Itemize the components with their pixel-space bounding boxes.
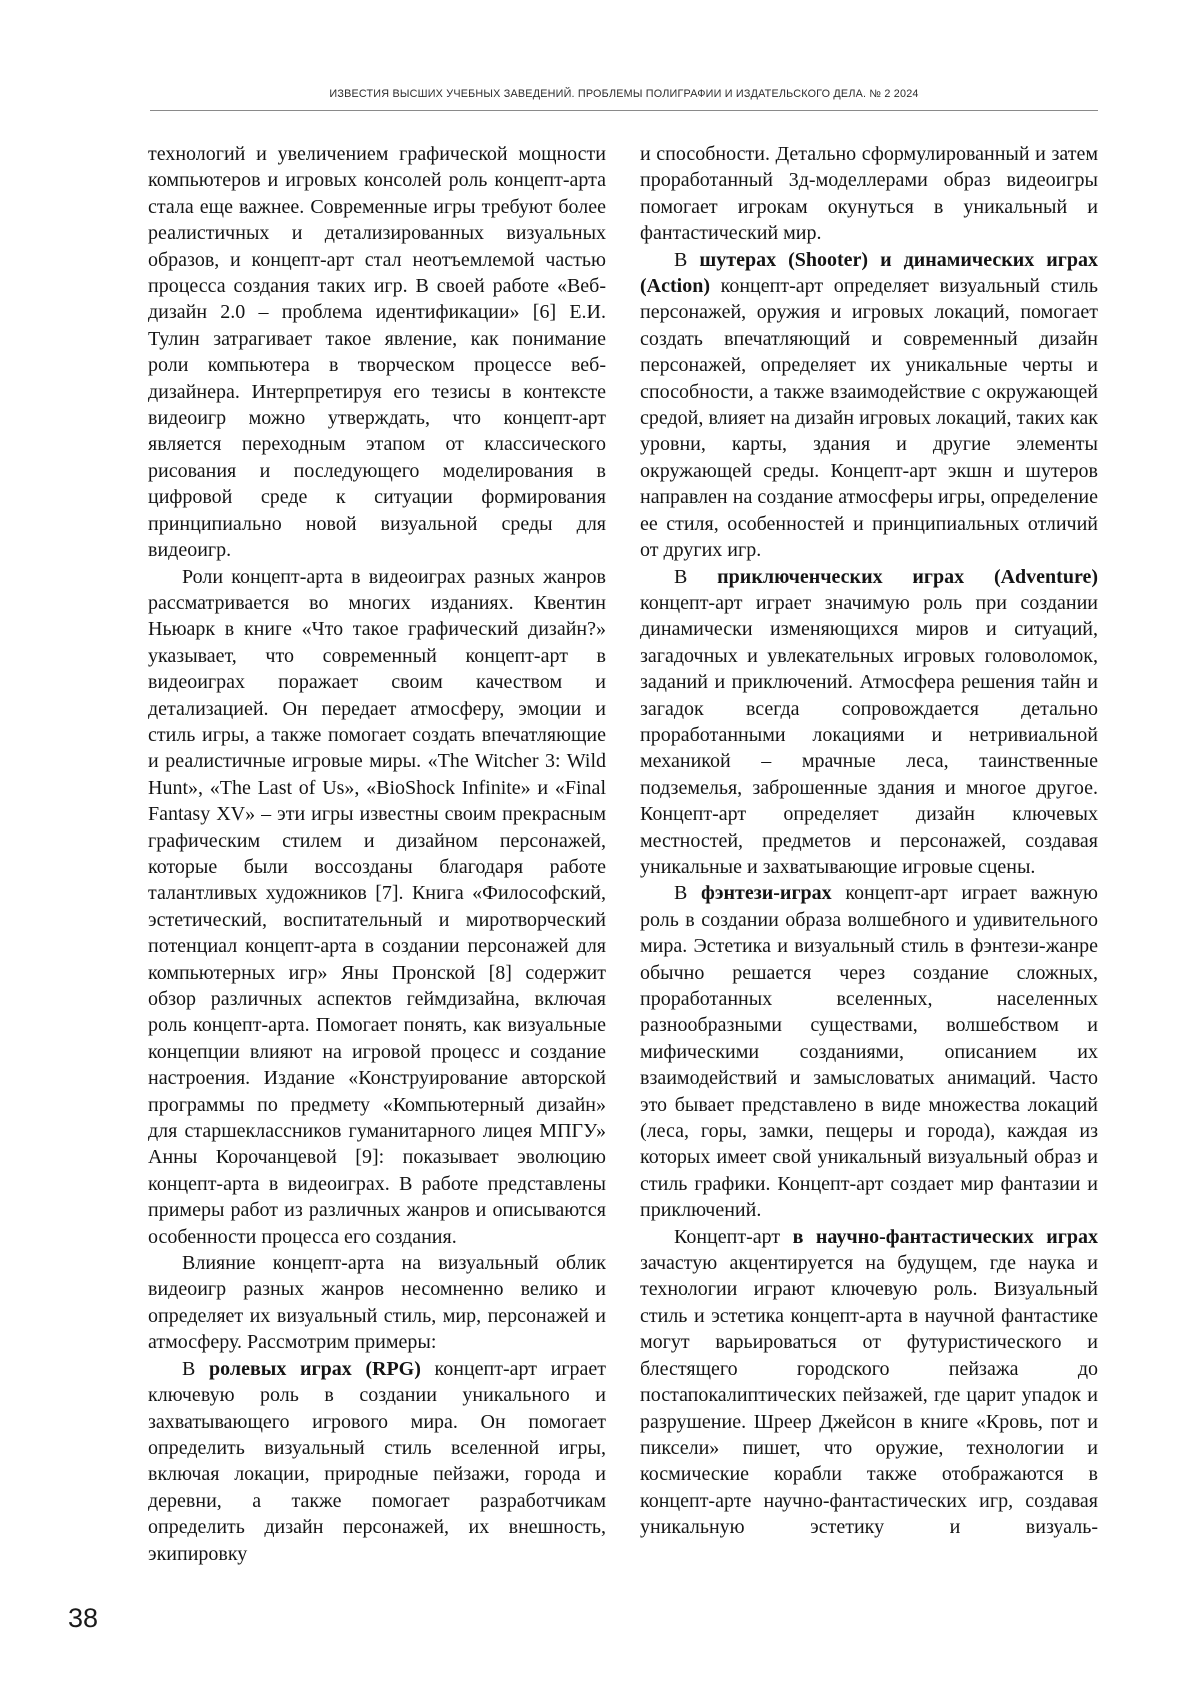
genre-term: приключенческих играх (Adventure) [717, 565, 1099, 588]
text-run: зачастую акцентируется на будущем, где наука и технологии играют ключевую роль. Визуальный стиль и эстетика концепт-арта в научной фантастике могут варьироваться от футуристического и блестящего городского пейзажа до постапокалиптических пейзажей, где царит упадок и разрушение. Шреер Джейсон в книге «Кровь, пот и пиксели» пишет, что оружие, технологии и космические корабли также отображаются в концепт-арте научно-фантастических игр, создавая уникальную эстетику и визуаль- [640, 1252, 1098, 1539]
paragraph: и способности. Детально сформулированный и затем проработанный 3д-моделлерами образ видеоигры помогает игрокам окунуться в уникальный и фантастический мир. [640, 143, 1098, 245]
text-run: концепт-арт определяет визуальный стиль персонажей, оружия и игровых локаций, помогает создать впечатляющий и современный дизайн персонажей, определяет их уникальные черты и способности, а также взаимодействие с окружающей средой, влияет на дизайн игровых локаций, таких как уровни, карты, здания и другие элементы окружающей среды. Концепт-арт экшн и шутеров направлен на создание атмосферы игры, определение ее стиля, особенностей и принципиальных отличий от других игр. [640, 275, 1098, 562]
genre-term: шутерах (Shooter) и динамических играх (Action) [640, 248, 1098, 298]
genre-term: фэнтези-играх [701, 882, 832, 905]
text-run: концепт-арт играет важную роль в создании образа волшебного и удивительного мира. Эстетика и визуальный стиль в фэнтези-жанре обычно решается через создание сложных, проработанных вселенных, населенных разнообразными существами, волшебством и мифическими созданиями, описанием их взаимодействий и замысловатых анимаций. Часто это бывает представлено в виде множества локаций (леса, горы, замки, пещеры и города), каждая из которых имеет свой уникальный визуальный образ и стиль графики. Концепт-арт создает мир фантазии и приключений. [640, 882, 1098, 1222]
left-column [148, 141, 606, 1567]
paragraph: Влияние концепт-арта на визуальный облик видеоигр разных жанров несомненно велико и определяет их визуальный стиль, мир, персонажей и атмосферу. Рассмотрим примеры: [148, 1252, 606, 1354]
page-number: 38 [68, 1603, 99, 1633]
genre-term: в научно-фантастических играх [792, 1225, 1098, 1248]
paragraph: Роли концепт-арта в видеоиграх разных жанров рассматривается во многих изданиях. Квентин Ньюарк в книге «Что такое графический дизайн?» указывает, что современный концепт-арт в видеоиграх поражает своим качеством и детализацией. Он передает атмосферу, эмоции и стиль игры, а также помогает создать впечатляющие и реалистичные игровые миры. «The Witcher 3: Wild Hunt», «The Last of Us», «BioShock Infinite» и «Final Fantasy XV» – эти игры известны своим прекрасным графическим стилем и дизайном персонажей, которые были воссозданы благодаря работе талантливых художников [7]. Книга «Философский, эстетический, воспитательный и миротворческий потенциал концепт-арта в создании персонажей для компьютерных игр» Яны Пронской [8] содержит обзор различных аспектов геймдизайна, включая роль концепт-арта. Помогает понять, как визуальные концепции влияют на игровой процесс и создание настроения. Издание «Конструирование авторской программы по предмету «Компьютерный дизайн» для старшеклассников гуманитарного лицея МПГУ» Анны Корочанцевой [9]: показывает эволюцию концепт-арта в видеоиграх. В работе представлены примеры работ из различных жанров и описываются особенности процесса его создания. [148, 565, 606, 1248]
genre-term: ролевых играх (RPG) [208, 1357, 421, 1380]
header-divider [150, 110, 1098, 111]
text-run: концепт-арт играет значимую роль при создании динамически изменяющихся миров и ситуаций, загадочных и увлекательных игровых головоломок, заданий и приключений. Атмосфера решения тайн и загадок всегда сопровождается детально проработанными локациями и нетривиальной механикой – мрачные леса, таинственные подземелья, заброшенные здания и многое другое. Концепт-арт определяет дизайн ключевых местностей, предметов и персонажей, создавая уникальные и захватывающие игровые сцены. [640, 591, 1098, 878]
text-run: Концепт-арт [674, 1225, 793, 1248]
running-head: ИЗВЕСТИЯ ВЫСШИХ УЧЕБНЫХ ЗАВЕДЕНИЙ. ПРОБЛЕМЫ ПОЛИГРАФИИ И ИЗДАТЕЛЬСКОГО ДЕЛА. № 2 2024 [329, 88, 919, 100]
text-run: В [182, 1357, 209, 1380]
text-run: концепт-арт играет ключевую роль в создании уникального и захватывающего игрового мира. Он помогает определить визуальный стиль вселенной игры, включая локации, природные пейзажи, города и деревни, а также помогает разработчикам определить дизайн персонажей, их внешность, экипировку [148, 1357, 607, 1565]
paragraph [148, 1356, 606, 1567]
paragraph [640, 247, 1098, 564]
text-run: В [674, 248, 700, 271]
paragraph [640, 880, 1098, 1223]
paragraph [640, 1224, 1098, 1541]
text-run: В [674, 882, 701, 905]
right-column [640, 141, 1098, 1541]
paragraph: технологий и увеличением графической мощности компьютеров и игровых консолей роль концепт-арта стала еще важнее. Современные игры требуют более реалистичных и детализированных визуальных образов, и концепт-арт стал неотъемлемой частью процесса создания таких игр. В своей работе «Веб-дизайн 2.0 – проблема идентификации» [6] Е.И. Тулин затрагивает такое явление, как понимание роли компьютера в творческом процессе веб-дизайнера. Интерпретируя его тезисы в контексте видеоигр можно утверждать, что концепт-арт является переходным этапом от классического рисования и последующего моделирования в цифровой среде к ситуации формирования принципиально новой визуальной среды для видеоигр. [148, 143, 606, 562]
text-run: В [674, 565, 718, 588]
paragraph [640, 564, 1098, 881]
